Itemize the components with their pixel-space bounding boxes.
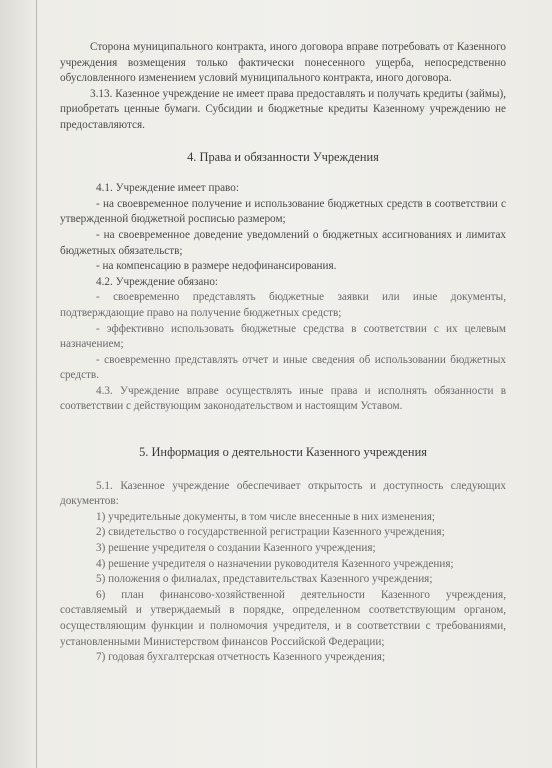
item-4-1: 4.1. Учреждение имеет право: bbox=[96, 182, 239, 195]
item-4-2-c: - своевременно представлять отчет и иные сведения об использовании бюджетных средств. bbox=[60, 353, 506, 382]
section-4-heading: 4. Права и обязанности Учреждения bbox=[187, 149, 379, 164]
section-5-heading: 5. Информация о деятельности Казенного учреждения bbox=[139, 445, 427, 460]
paragraph-3-13: 3.13. Казенное учреждение не имеет права предоставлять и получать кредиты (займы), приобретать ценные бумаги. Субсидии и бюджетные кредиты Казенному учреждению не предоставляются. bbox=[60, 87, 506, 131]
list-item-7: 7) годовая бухгалтерская отчетность Казенного учреждения; bbox=[96, 651, 386, 664]
item-5-1: 5.1. Казенное учреждение обеспечивает открытость и доступность следующих документов: bbox=[60, 479, 506, 508]
list-item-6: 6) план финансово-хозяйственной деятельности Казенного учреждения, составляемый и утверждаемый в порядке, определенном соответствующим органом, осуществляющим функции и полномочия учредителя, и в соответствии с требованиями, установленными Министерством финансов Российской Федерации; bbox=[60, 588, 506, 648]
list-item-5: 5) положения о филиалах, представительствах Казенного учреждения; bbox=[96, 573, 433, 586]
list-item-1: 1) учредительные документы, в том числе внесенные в них изменения; bbox=[96, 510, 436, 523]
item-4-3: 4.3. Учреждение вправе осуществлять иные права и исполнять обязанности в соответствии с действующим законодательством и настоящим Уставом. bbox=[60, 384, 506, 413]
item-4-2-a: - своевременно представлять бюджетные заявки или иные документы, подтверждающие право на получение бюджетных средств; bbox=[60, 291, 506, 319]
document-body bbox=[60, 40, 506, 666]
item-4-1-a: - на своевременное получение и использование бюджетных средств в соответствии с утвержденной бюджетной росписью размером; bbox=[60, 197, 506, 226]
item-4-2: 4.2. Учреждение обязано: bbox=[96, 275, 219, 288]
list-item-3: 3) решение учредителя о создании Казенного учреждения; bbox=[96, 542, 376, 555]
page-edge-line bbox=[36, 0, 37, 768]
item-4-1-b: - на своевременное доведение уведомлений о бюджетных ассигнованиях и лимитах бюджетных обязательств; bbox=[60, 228, 506, 257]
item-4-1-c: - на компенсацию в размере недофинансирования. bbox=[96, 260, 337, 273]
paragraph-contract-damages: Сторона муниципального контракта, иного договора вправе потребовать от Казенного учреждения возмещения только фактически понесенного ущерба, непосредственно обусловленного изменением условий муниципального контракта, иного договора. bbox=[60, 41, 506, 85]
item-4-2-b: - эффективно использовать бюджетные средства в соответствии с их целевым назначением; bbox=[60, 322, 506, 351]
list-item-2: 2) свидетельство о государственной регистрации Казенного учреждения; bbox=[96, 526, 445, 539]
list-item-4: 4) решение учредителя о назначении руководителя Казенного учреждения; bbox=[96, 557, 454, 570]
